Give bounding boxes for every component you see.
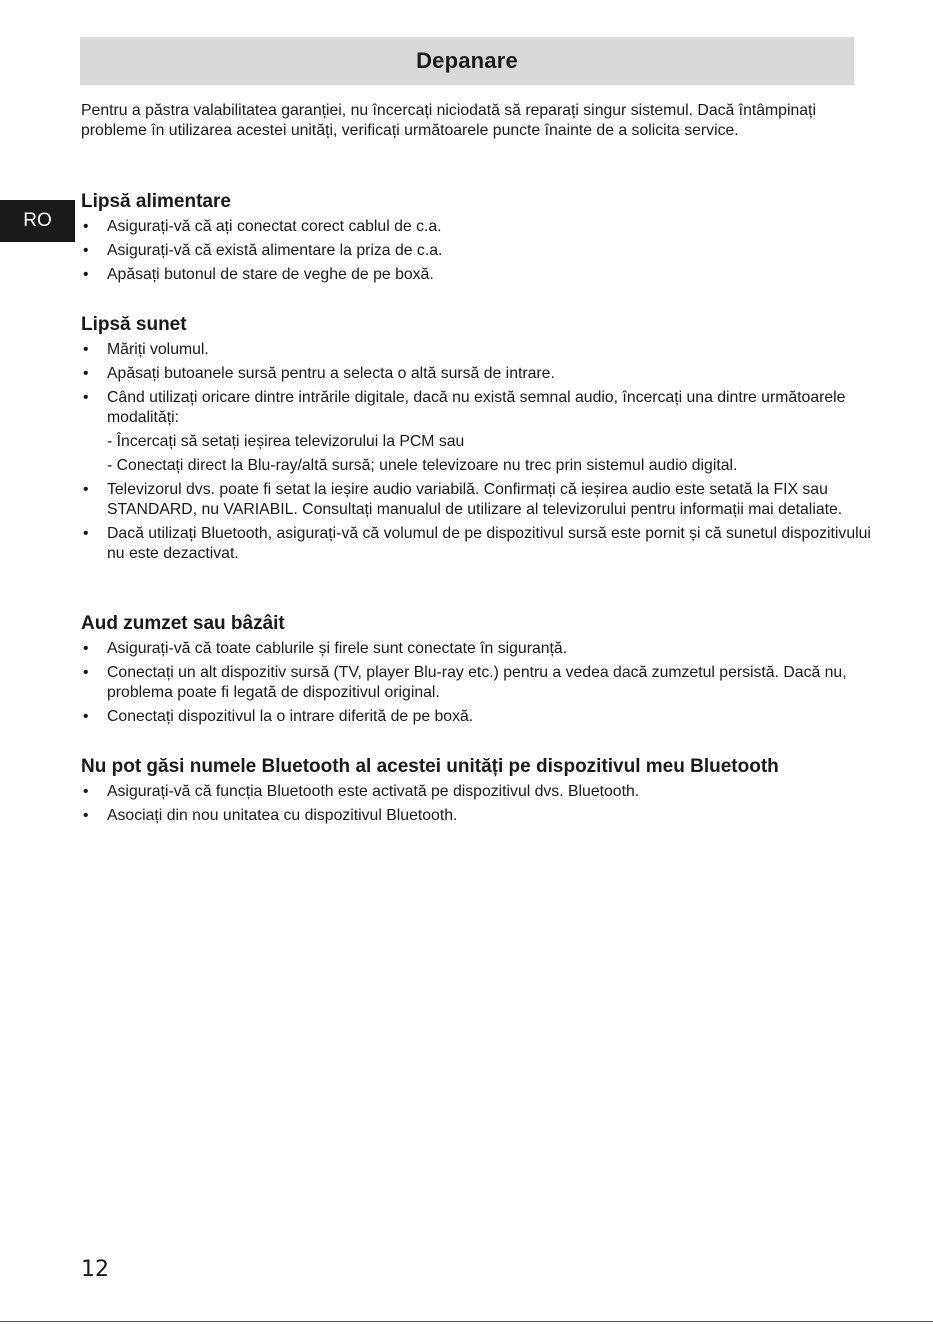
bullet-icon: • — [83, 389, 89, 406]
language-tab: RO — [0, 200, 75, 242]
bullet-icon: • — [83, 807, 89, 824]
section-heading: Lipsă sunet — [81, 314, 187, 335]
sub-option: - Conectați direct la Blu-ray/altă sursă; unele televizoare nu trec prin sistemul audio digital. — [107, 457, 738, 474]
list-item: • Conectați un alt dispozitiv sursă (TV, player Blu-ray etc.) pentru a vedea dacă zumzetul persistă. Dacă nu, problema poate fi legată de dispozitivul original. — [83, 664, 847, 701]
section-no-power — [81, 190, 871, 289]
bullet-list — [81, 782, 881, 826]
list-item: • Televizorul dvs. poate fi setat la ieșire audio variabilă. Confirmați că ieșirea audio este setată la FIX sau STANDARD, nu VARIABIL. Consultați manualul de utilizare al televizorului pentru informații mai detaliate. — [83, 481, 843, 518]
page-title: Depanare — [416, 48, 518, 73]
page-number: 12 — [81, 1257, 109, 1282]
list-item: • Măriți volumul. — [83, 341, 209, 358]
bullet-icon: • — [83, 708, 89, 725]
bullet-icon: • — [83, 341, 89, 358]
section-heading: Nu pot găsi numele Bluetooth al acestei unități pe dispozitivul meu Bluetooth — [81, 756, 779, 777]
bullet-icon: • — [83, 664, 89, 681]
bullet-icon: • — [83, 783, 89, 800]
bullet-icon: • — [83, 218, 89, 235]
section-heading: Aud zumzet sau bâzâit — [81, 613, 285, 634]
section-bluetooth-name — [81, 755, 881, 830]
list-item: • Când utilizați oricare dintre intrările digitale, dacă nu există semnal audio, încercați una dintre următoarele modalități: — [83, 389, 846, 426]
list-item: • Conectați dispozitivul la o intrare diferită de pe boxă. — [83, 708, 474, 725]
bullet-list — [81, 340, 871, 428]
bullet-icon: • — [83, 525, 89, 542]
list-item: • Asigurați-vă că există alimentare la priza de c.a. — [83, 242, 443, 259]
section-no-sound — [81, 313, 871, 568]
bullet-icon: • — [83, 242, 89, 259]
section-humming — [81, 612, 871, 731]
list-item: • Asigurați-vă că toate cablurile și firele sunt conectate în siguranță. — [83, 640, 568, 657]
section-heading: Lipsă alimentare — [81, 191, 231, 212]
bullet-list — [81, 480, 871, 564]
bullet-icon: • — [83, 266, 89, 283]
list-item: • Asigurați-vă că ați conectat corect cablul de c.a. — [83, 218, 442, 235]
sub-option: - Încercați să setați ieșirea televizorului la PCM sau — [107, 433, 465, 450]
bottom-divider — [0, 1321, 933, 1322]
intro-paragraph: Pentru a păstra valabilitatea garanției, nu încercați niciodată să reparați singur sistemul. Dacă întâmpinați probleme în utilizarea acestei unități, verificați următoarele puncte înainte de a solicita service. — [81, 102, 816, 139]
title-bar — [80, 37, 854, 85]
list-item: • Asociați din nou unitatea cu dispozitivul Bluetooth. — [83, 807, 458, 824]
bullet-list — [81, 217, 871, 285]
bullet-icon: • — [83, 640, 89, 657]
list-item: • Apăsați butonul de stare de veghe de pe boxă. — [83, 266, 434, 283]
bullet-icon: • — [83, 365, 89, 382]
list-item: • Apăsați butoanele sursă pentru a selecta o altă sursă de intrare. — [83, 365, 555, 382]
bullet-icon: • — [83, 481, 89, 498]
list-item: • Dacă utilizați Bluetooth, asigurați-vă că volumul de pe dispozitivul sursă este pornit și că sunetul dispozitivului nu este dezactivat. — [83, 525, 871, 562]
bullet-list — [81, 639, 871, 727]
list-item: • Asigurați-vă că funcția Bluetooth este activată pe dispozitivul dvs. Bluetooth. — [83, 783, 640, 800]
